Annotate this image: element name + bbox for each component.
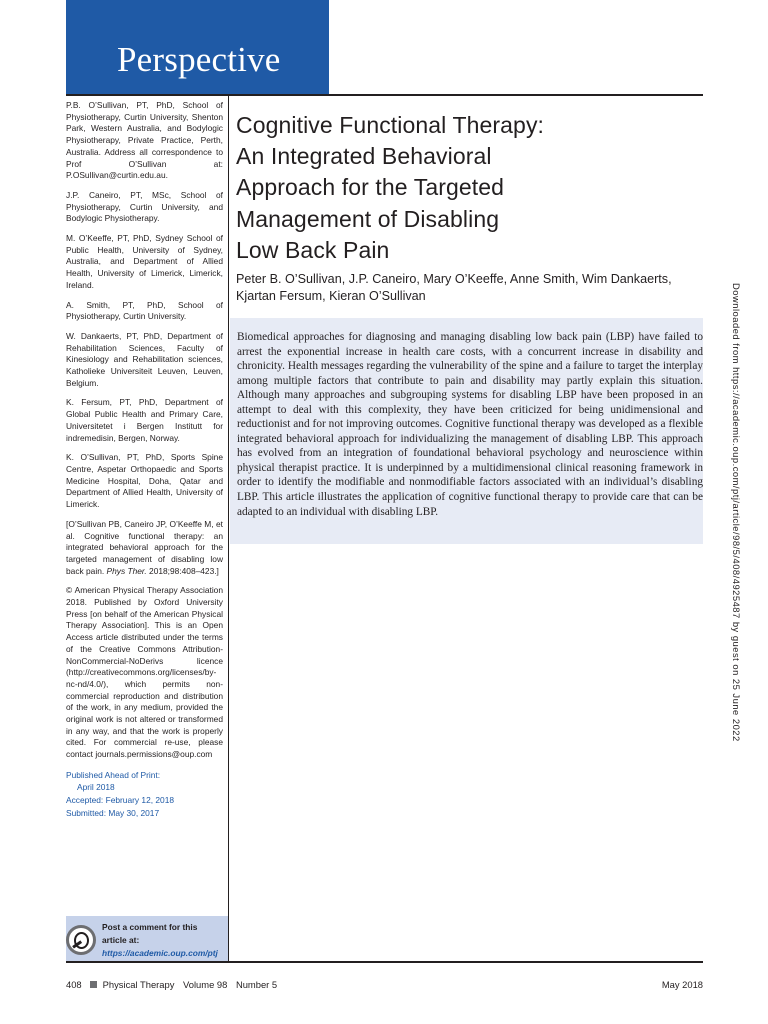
page-number: 408 bbox=[66, 979, 82, 990]
section-banner bbox=[66, 0, 329, 94]
footer-rule bbox=[66, 961, 703, 963]
abstract-text: Biomedical approaches for diagnosing and managing disabling low back pain (LBP) have failed to arrest the exponential increase in health care costs, with a concurrent increase in disability and chronicity. Health messages regarding the vulnerability of the spine and a failure to target the interplay among multiple factors that contribute to pain and disability may partly explain this situation. Although many approaches and subgrouping systems for disabling LBP have been proposed in an attempt to deal with this complexity, they have been criticized for being unidimensional and reductionist and for not improving outcomes. Cognitive functional therapy was developed as a flexible integrated behavioral approach for individualizing the management of disabling LBP. This approach has evolved from an integration of foundational behavioral psychology and neuroscience within physical therapist practice. It is underpinned by a multidimensional clinical reasoning framework in order to identify the modifiable and nonmodifiable factors associated with an individual’s disabling LBP. This article illustrates the application of cognitive functional therapy to provide care that can be adapted to an individual with disabling LBP. bbox=[237, 331, 703, 518]
title-line: Management of Disabling bbox=[236, 205, 500, 232]
published-ahead-label: Published Ahead of Print: bbox=[66, 769, 161, 780]
comment-logo-icon bbox=[66, 925, 96, 955]
affiliation-caneiro: J.P. Caneiro, PT, MSc, School of Physiotherapy, Curtin University, and Bodylogic Physiotherapy. bbox=[66, 189, 223, 224]
comment-line-2: article at: bbox=[102, 934, 140, 945]
header-rule bbox=[66, 94, 703, 96]
affiliation-okeeffe: M. O’Keeffe, PT, PhD, Sydney School of Public Health, University of Sydney, Australia, and Department of Allied Health, University of Limerick, Limerick, Ireland. bbox=[66, 233, 223, 290]
affiliation-osullivan-pb: P.B. O’Sullivan, PT, PhD, School of Physiotherapy, Curtin University, Shenton Park, Western Australia, and Bodylogic Physiotherapy, Private Practice, Perth, Australia. Address all correspondence to Prof O’Sullivan at: P.OSullivan@curtin.edu.au. bbox=[66, 100, 223, 181]
license-notice: © American Physical Therapy Association 2018. Published by Oxford University Press [on behalf of the American Physical Therapy Association]. This is an Open Access article distributed under the terms of the Creative Commons Attribution-NonCommercial-NoDerivs licence (http://creativecommons.org/licenses/by-nc-nd/4.0/), which permits non-commercial reproduction and distribution of the work, in any medium, provided the original work is not altered or transformed in any way, and that the work is properly cited. For commercial re-use, please contact journals.permissions@oup.com bbox=[66, 585, 223, 760]
comment-prompt bbox=[102, 921, 226, 959]
journal-number: Number 5 bbox=[235, 979, 278, 990]
comment-line-1: Post a comment for this bbox=[102, 922, 198, 932]
page-footer bbox=[66, 978, 703, 992]
citation bbox=[66, 519, 223, 578]
submitted-date: Submitted: May 30, 2017 bbox=[66, 807, 160, 818]
citation-journal: Phys Ther. bbox=[106, 565, 147, 576]
sidebar bbox=[66, 100, 223, 819]
published-ahead-date: April 2018 bbox=[77, 782, 115, 793]
title-line: Cognitive Functional Therapy: bbox=[236, 112, 545, 138]
column-divider bbox=[228, 94, 229, 962]
affiliation-dankaerts: W. Dankaerts, PT, PhD, Department of Rehabilitation Sciences, Faculty of Kinesiology and Rehabilitation sciences, Katholieke Universiteit Leuven, Leuven, Belgium. bbox=[66, 330, 223, 388]
journal-name: Physical Therapy bbox=[102, 979, 175, 990]
citation-volume: 2018;98:408–423.] bbox=[146, 565, 219, 576]
affiliation-osullivan-k: K. O’Sullivan, PT, PhD, Sports Spine Centre, Aspetar Orthopaedic and Sports Medicine Hospital, Doha, Qatar and Department of Allied Health, University of Limerick. bbox=[66, 452, 223, 510]
logo-ring bbox=[74, 932, 89, 949]
download-watermark: Downloaded from https://academic.oup.com/ptj/article/98/5/408/4925487 by guest on 25 June 2022 bbox=[731, 283, 742, 742]
section-label: Perspective bbox=[117, 40, 281, 79]
citation-text: [O’Sullivan PB, Caneiro JP, O’Keeffe M, et al. Cognitive functional therapy: an integrated behavioral approach for the targeted management of disabling low back pain. bbox=[66, 518, 223, 576]
comment-url-link[interactable]: https://academic.oup.com/ptj bbox=[102, 947, 218, 958]
title-line: Low Back Pain bbox=[236, 236, 390, 263]
issue-date: May 2018 bbox=[661, 979, 703, 990]
footer-left bbox=[66, 978, 283, 992]
affiliation-fersum: K. Fersum, PT, PhD, Department of Global Public Health and Primary Care, Universitetet i Bergen Institutt for indremedisin, Bergen, Norway. bbox=[66, 397, 223, 443]
journal-volume: Volume 98 bbox=[183, 979, 228, 990]
author-list: Peter B. O’Sullivan, J.P. Caneiro, Mary O’Keeffe, Anne Smith, Wim Dankaerts, Kjartan Fersum, Kieran O’Sullivan bbox=[236, 272, 672, 303]
publication-info bbox=[66, 769, 223, 819]
footer-square-icon bbox=[90, 981, 97, 988]
article-title bbox=[236, 110, 676, 266]
title-line: Approach for the Targeted bbox=[236, 174, 505, 201]
title-line: An Integrated Behavioral bbox=[236, 143, 492, 170]
affiliation-smith: A. Smith, PT, PhD, School of Physiotherapy, Curtin University. bbox=[66, 299, 223, 322]
accepted-date: Accepted: February 12, 2018 bbox=[66, 795, 175, 806]
